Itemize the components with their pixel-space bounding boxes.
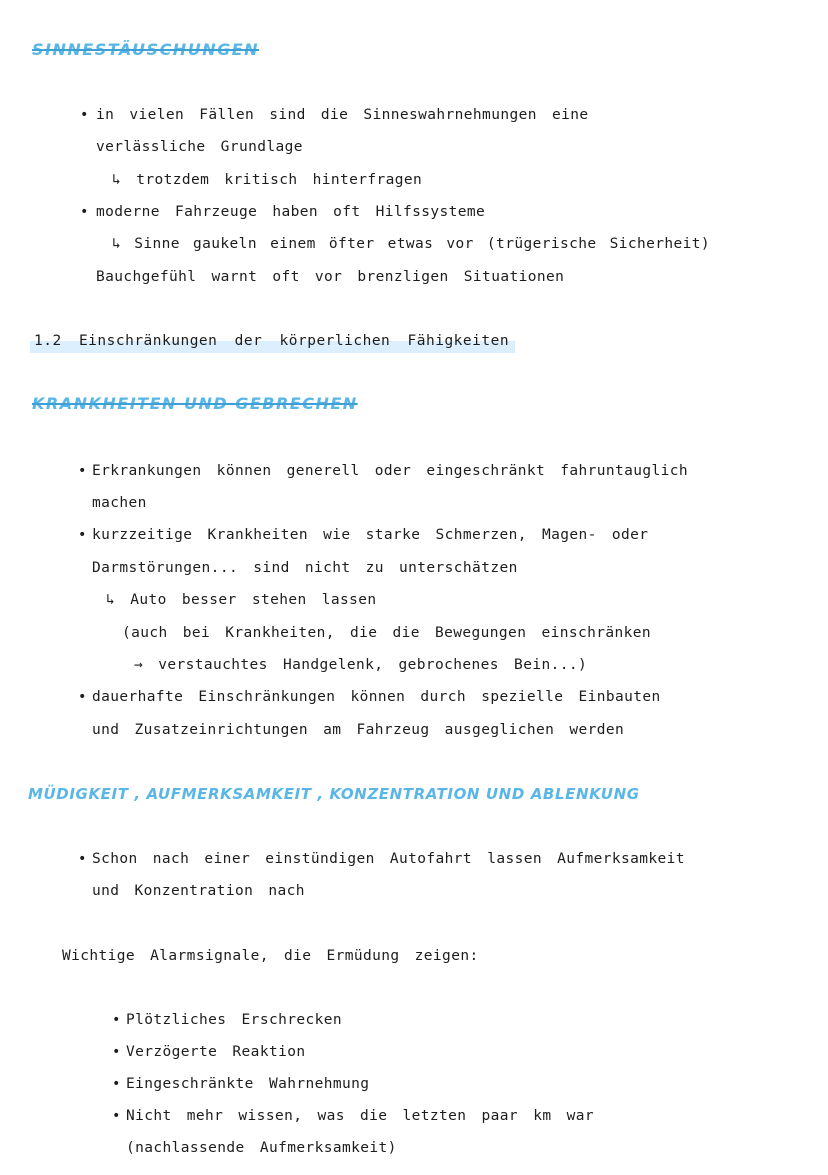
note-line: Verzögerte Reaktion: [126, 1044, 306, 1060]
bullet-dot: •: [80, 204, 89, 220]
heading-muedigkeit: MÜDIGKEIT , AUFMERKSAMKEIT , KONZENTRATION UND ABLENKUNG: [28, 785, 640, 803]
bullet-dot: •: [112, 1108, 121, 1124]
note-line: verlässliche Grundlage: [96, 139, 303, 155]
note-line: moderne Fahrzeuge haben oft Hilfssysteme: [96, 204, 486, 220]
bullet-dot: •: [112, 1012, 121, 1028]
note-line: und Zusatzeinrichtungen am Fahrzeug ausgeglichen werden: [92, 722, 625, 738]
section-heading: [30, 331, 515, 353]
note-line: Nicht mehr wissen, was die letzten paar km war: [126, 1108, 594, 1124]
bullet-dot: •: [78, 463, 87, 479]
note-line: (auch bei Krankheiten, die die Bewegungen einschränken: [122, 625, 652, 641]
note-line: ↳ Auto besser stehen lassen: [106, 592, 377, 608]
note-line: → verstauchtes Handgelenk, gebrochenes Bein...): [134, 657, 588, 673]
note-line: in vielen Fällen sind die Sinneswahrnehmungen eine: [96, 107, 589, 123]
note-line: machen: [92, 495, 147, 511]
section-title: Einschränkungen der körperlichen Fähigkeiten: [78, 333, 510, 349]
note-line: Darmstörungen... sind nicht zu unterschätzen: [92, 560, 518, 576]
note-line: Bauchgefühl warnt oft vor brenzligen Situationen: [96, 269, 565, 285]
note-line: Erkrankungen können generell oder eingeschränkt fahruntauglich: [92, 463, 689, 479]
note-line: kurzzeitige Krankheiten wie starke Schmerzen, Magen- oder: [92, 527, 649, 543]
note-line: dauerhafte Einschränkungen können durch spezielle Einbauten: [92, 689, 661, 705]
section-number: 1.2: [34, 333, 62, 349]
bullet-dot: •: [78, 851, 87, 867]
bullet-dot: •: [78, 689, 87, 705]
heading-krankheiten: KRANKHEITEN UND GEBRECHEN: [32, 394, 358, 413]
note-line: Eingeschränkte Wahrnehmung: [126, 1076, 370, 1092]
bullet-dot: •: [112, 1044, 121, 1060]
note-line: (nachlassende Aufmerksamkeit): [126, 1140, 397, 1156]
note-line: ↳ Sinne gaukeln einem öfter etwas vor (trügerische Sicherheit): [112, 236, 711, 252]
note-line: Schon nach einer einstündigen Autofahrt lassen Aufmerksamkeit: [92, 851, 685, 867]
bullet-dot: •: [112, 1076, 121, 1092]
bullet-dot: •: [80, 107, 89, 123]
note-line: Plötzliches Erschrecken: [126, 1012, 342, 1028]
note-line: ↳ trotzdem kritisch hinterfragen: [112, 172, 423, 188]
bullet-dot: •: [78, 527, 87, 543]
heading-sinnestaeuschungen: SINNESTÄUSCHUNGEN: [32, 40, 260, 59]
note-line: und Konzentration nach: [92, 883, 305, 899]
note-line: Wichtige Alarmsignale, die Ermüdung zeigen:: [62, 948, 479, 964]
